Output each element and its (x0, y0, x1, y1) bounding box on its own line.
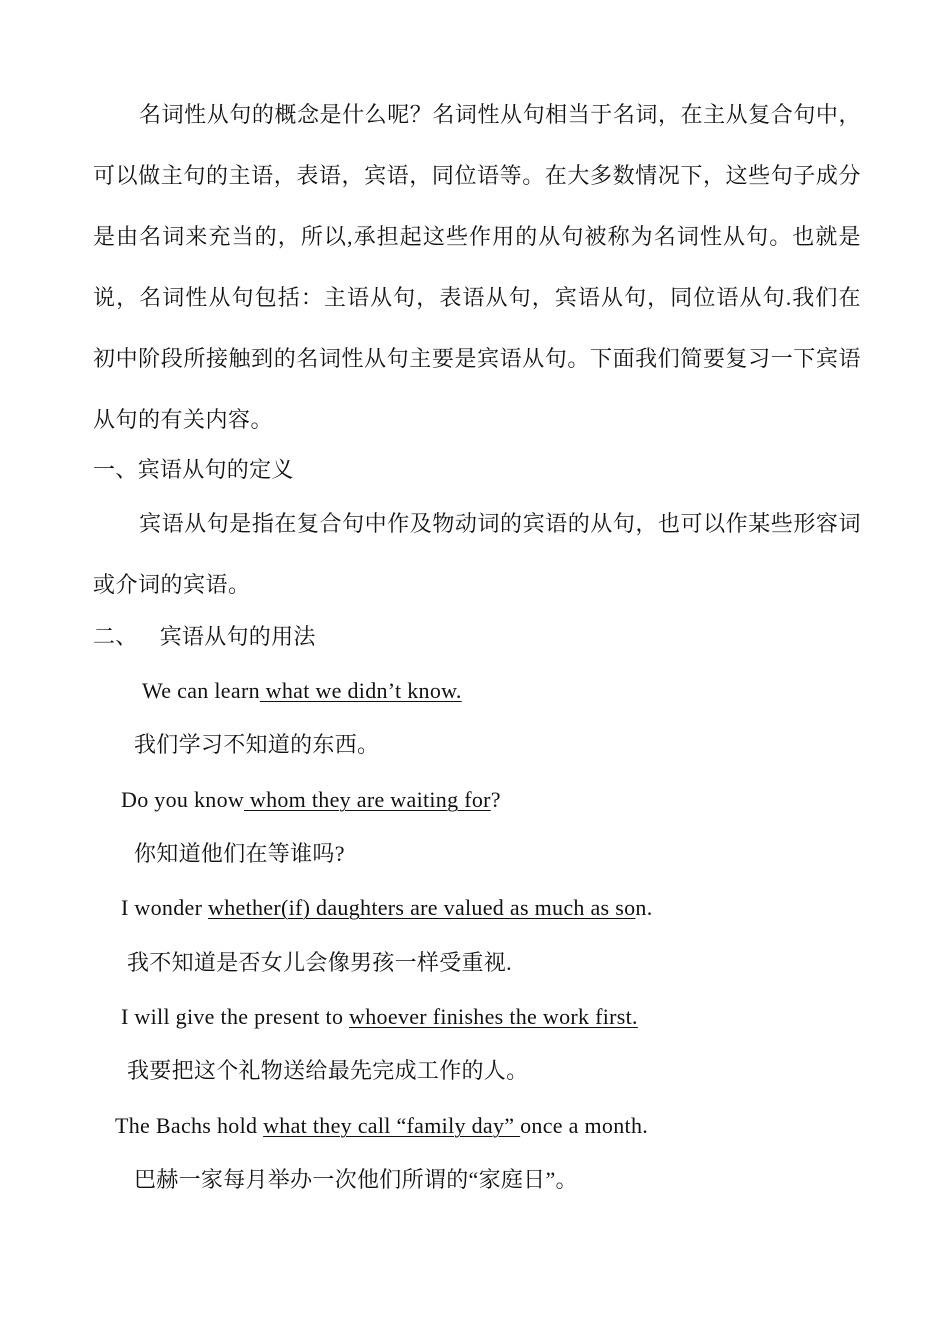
definition-paragraph: 宾语从句是指在复合句中作及物动词的宾语的从句，也可以作某些形容词或介词的宾语。 (93, 511, 861, 597)
example-sentence-en: We can learn what we didn’t know. (142, 678, 462, 703)
object-clause: what we didn’t know. (259, 678, 462, 703)
example-sentence-en: I will give the present to whoever finishes the work first. (121, 1004, 638, 1029)
example-translation-zh: 我们学习不知道的东西。 (134, 732, 380, 757)
example-sentence-en: I wonder whether(if) daughters are valued as much as son. (121, 895, 653, 920)
object-clause: whether(if) daughters are valued as much as so (208, 895, 636, 920)
object-clause: whom they are waiting for (244, 787, 491, 812)
example-translation-zh: 巴赫一家每月举办一次他们所谓的“家庭日”。 (134, 1167, 578, 1192)
object-clause: whoever finishes the work first. (349, 1004, 638, 1029)
section-title: 宾语从句的用法 (159, 624, 316, 649)
example-translation-zh: 我不知道是否女儿会像男孩一样受重视. (127, 950, 512, 975)
intro-paragraph: 名词性从句的概念是什么呢？名词性从句相当于名词，在主从复合句中，可以做主句的主语，表语，宾语，同位语等。在大多数情况下，这些句子成分是由名词来充当的，所以,承担起这些作用的从句被称为名词性从句。也就是说，名词性从句包括：主语从句，表语从句，宾语从句，同位语从句.我们在初中阶段所接触到的名词性从句主要是宾语从句。下面我们简要复习一下宾语从句的有关内容。 (93, 102, 861, 432)
example-translation-zh: 我要把这个礼物送给最先完成工作的人。 (127, 1058, 529, 1083)
example-translation-zh: 你知道他们在等谁吗? (134, 841, 345, 866)
example-sentence-en: Do you know whom they are waiting for? (121, 787, 501, 812)
section-number: 二、 (93, 624, 138, 649)
example-sentence-en: The Bachs hold what they call “family day” once a month. (115, 1113, 649, 1138)
section-heading-usage (93, 622, 316, 652)
section-heading-definition: 一、宾语从句的定义 (93, 457, 294, 482)
object-clause: what they call “family day” (263, 1113, 521, 1138)
